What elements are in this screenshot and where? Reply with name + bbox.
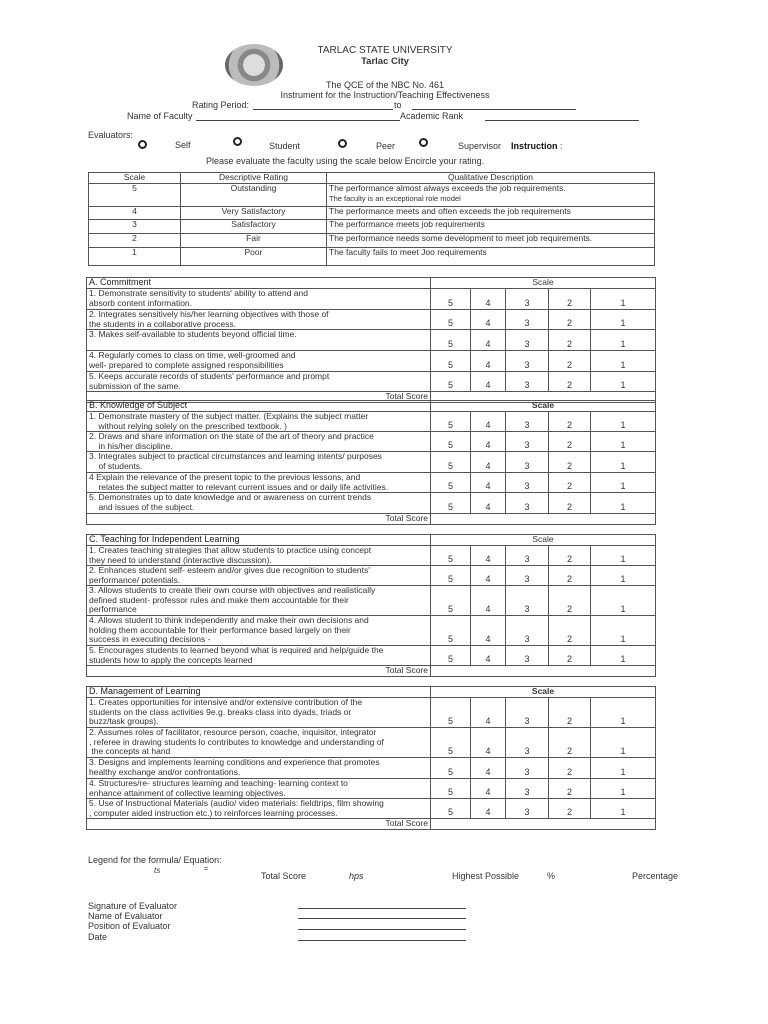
rating-option-3[interactable]: 3 (506, 330, 549, 351)
total-score-row (87, 666, 656, 677)
criterion-text: 3. Integrates subject to practical circumstances and learning intents/ purposes of students. (87, 452, 431, 473)
scale-header-cell: Descriptive Rating (181, 173, 327, 184)
scale-row (89, 248, 655, 266)
qualitative-description (327, 207, 655, 220)
evaluator-student-label: Student (269, 141, 301, 151)
rating-option-4[interactable]: 4 (471, 452, 506, 473)
descriptive-rating: Very Satisfactory (181, 207, 327, 220)
criterion-text: 1. Demonstrate mastery of the subject matter. (Explains the subject matter without relying solely on the prescribed textbook. ) (87, 412, 431, 432)
criterion-text: 3. Allows students to create their own course with objectives and realistically defined student- professor rules and make them accountable for their performance (87, 586, 431, 616)
criterion-row (87, 289, 656, 310)
radio-student[interactable] (233, 137, 242, 146)
rating-option-4[interactable]: 4 (471, 646, 506, 666)
rating-option-4[interactable]: 4 (471, 779, 506, 799)
rating-option-1[interactable]: 1 (591, 646, 656, 666)
rating-option-1[interactable]: 1 (591, 546, 656, 566)
scale-row (89, 207, 655, 220)
scale-label: Scale (431, 687, 656, 698)
rating-option-4[interactable]: 4 (471, 616, 506, 646)
rating-option-3[interactable]: 3 (506, 546, 549, 566)
rating-option-2[interactable]: 2 (549, 493, 591, 514)
scale-value: 4 (89, 207, 181, 220)
rating-option-4[interactable]: 4 (471, 698, 506, 728)
rating-option-4[interactable]: 4 (471, 758, 506, 779)
section-title: D. Management of Learning (87, 687, 431, 698)
rating-option-5[interactable]: 5 (431, 586, 471, 616)
section-table-d (86, 686, 656, 830)
radio-self[interactable] (138, 140, 147, 149)
criterion-row (87, 646, 656, 666)
rating-option-4[interactable]: 4 (471, 412, 506, 432)
rating-option-1[interactable]: 1 (591, 566, 656, 586)
rating-option-3[interactable]: 3 (506, 586, 549, 616)
total-score-field[interactable] (431, 819, 656, 830)
scale-value: 5 (89, 184, 181, 207)
rating-option-5[interactable]: 5 (431, 779, 471, 799)
section-header-row (87, 401, 656, 412)
rating-option-2[interactable]: 2 (549, 799, 591, 819)
descriptive-rating: Fair (181, 234, 327, 248)
date-field[interactable] (298, 940, 466, 941)
criterion-row (87, 432, 656, 452)
rating-option-3[interactable]: 3 (506, 289, 549, 310)
criterion-row (87, 493, 656, 514)
rating-option-5[interactable]: 5 (431, 799, 471, 819)
rating-option-3[interactable]: 3 (506, 779, 549, 799)
section-header-row (87, 687, 656, 698)
section-table-c (86, 534, 656, 677)
criterion-text: 3. Makes self-available to students beyond official time. (87, 330, 431, 351)
qualitative-description (327, 184, 655, 207)
rating-option-5[interactable]: 5 (431, 646, 471, 666)
name-of-faculty-label: Name of Faculty (127, 111, 193, 121)
rating-option-2[interactable]: 2 (549, 372, 591, 392)
rating-option-4[interactable]: 4 (471, 432, 506, 452)
rating-option-3[interactable]: 3 (506, 758, 549, 779)
rating-option-5[interactable]: 5 (431, 351, 471, 372)
rating-option-4[interactable]: 4 (471, 546, 506, 566)
scale-value: 2 (89, 234, 181, 248)
rating-option-1[interactable]: 1 (591, 799, 656, 819)
criterion-row (87, 616, 656, 646)
rating-option-1[interactable]: 1 (591, 698, 656, 728)
rating-option-1[interactable]: 1 (591, 452, 656, 473)
qualitative-description (327, 234, 655, 248)
rating-option-1[interactable]: 1 (591, 779, 656, 799)
rating-option-4[interactable]: 4 (471, 289, 506, 310)
city: Tarlac City (361, 56, 409, 67)
criterion-text: 1. Creates opportunities for intensive and/or extensive contribution of the students on the class activities 9e.g. breaks class into dyads, triads or buzz/task groups). (87, 698, 431, 728)
rating-option-5[interactable]: 5 (431, 698, 471, 728)
evaluator-supervisor-label: Supervisor (458, 141, 502, 151)
rating-option-1[interactable]: 1 (591, 412, 656, 432)
rating-option-3[interactable]: 3 (506, 698, 549, 728)
scale-row (89, 184, 655, 207)
criterion-row (87, 799, 656, 819)
legend-equals: = (204, 866, 209, 873)
criterion-text: 5. Demonstrates up to date knowledge and or awareness on current trends and issues of the subject. (87, 493, 431, 514)
criterion-row (87, 566, 656, 586)
section-title: A. Commitment (87, 278, 431, 289)
section-table-b (86, 400, 656, 525)
rating-option-5[interactable]: 5 (431, 330, 471, 351)
name-of-faculty-field[interactable] (196, 120, 400, 121)
scale-label: Scale (431, 278, 656, 289)
criterion-row (87, 351, 656, 372)
section-table-a (86, 277, 656, 403)
criterion-row (87, 473, 656, 493)
rating-option-2[interactable]: 2 (549, 728, 591, 758)
rating-option-4[interactable]: 4 (471, 493, 506, 514)
qce-number: The QCE of the NBC No. 461 (325, 80, 445, 90)
rating-option-1[interactable]: 1 (591, 473, 656, 493)
total-score-row (87, 819, 656, 830)
criterion-text: 1. Demonstrate sensitivity to students' ability to attend and absorb content information. (87, 289, 431, 310)
criterion-text: 4. Regularly comes to class on time, well-groomed and well- prepared to complete assigned responsibilities (87, 351, 431, 372)
qualitative-description (327, 248, 655, 266)
rating-option-2[interactable]: 2 (549, 546, 591, 566)
rating-option-2[interactable]: 2 (549, 586, 591, 616)
rating-scale-table (88, 172, 655, 266)
qualitative-description-text: The faculty fails to meet Joo requirements (329, 247, 487, 257)
rating-option-2[interactable]: 2 (549, 473, 591, 493)
rating-option-3[interactable]: 3 (506, 799, 549, 819)
instruction-colon: : (560, 141, 563, 151)
rating-option-2[interactable]: 2 (549, 698, 591, 728)
rating-option-3[interactable]: 3 (506, 728, 549, 758)
section-title: B. Knowledge of Subject (87, 401, 431, 412)
criterion-row (87, 698, 656, 728)
rating-option-4[interactable]: 4 (471, 586, 506, 616)
rating-option-2[interactable]: 2 (549, 289, 591, 310)
rating-option-1[interactable]: 1 (591, 586, 656, 616)
legend-highest-possible: Highest Possible (452, 871, 520, 881)
rating-option-3[interactable]: 3 (506, 310, 549, 330)
rating-option-3[interactable]: 3 (506, 351, 549, 372)
radio-peer[interactable] (338, 139, 347, 148)
total-score-label: Total Score (87, 819, 431, 830)
rating-option-5[interactable]: 5 (431, 452, 471, 473)
legend-title: Legend for the formula/ Equation: (88, 855, 222, 865)
qualitative-description (327, 220, 655, 234)
criterion-row (87, 372, 656, 392)
scale-value: 3 (89, 220, 181, 234)
rating-option-1[interactable]: 1 (591, 493, 656, 514)
evaluator-self-label: Self (175, 140, 191, 150)
rating-option-3[interactable]: 3 (506, 493, 549, 514)
evaluator-position-field[interactable] (298, 929, 466, 930)
evaluator-peer-label: Peer (376, 141, 396, 151)
rating-option-5[interactable]: 5 (431, 546, 471, 566)
legend-percent-symbol: % (547, 871, 556, 881)
academic-rank-label: Academic Rank (400, 111, 464, 121)
rating-option-3[interactable]: 3 (506, 646, 549, 666)
rating-option-5[interactable]: 5 (431, 432, 471, 452)
rating-option-5[interactable]: 5 (431, 493, 471, 514)
criterion-row (87, 412, 656, 432)
legend-total-score: Total Score (261, 871, 307, 881)
rating-option-1[interactable]: 1 (591, 728, 656, 758)
scale-label: Scale (431, 535, 656, 546)
radio-supervisor[interactable] (419, 138, 428, 147)
rating-option-2[interactable]: 2 (549, 351, 591, 372)
rating-option-4[interactable]: 4 (471, 310, 506, 330)
rating-option-2[interactable]: 2 (549, 616, 591, 646)
criterion-row (87, 330, 656, 351)
rating-option-5[interactable]: 5 (431, 412, 471, 432)
signature-field[interactable] (298, 908, 466, 909)
total-score-label: Total Score (87, 666, 431, 677)
academic-rank-field[interactable] (485, 120, 639, 121)
evaluator-name-label: Name of Evaluator (88, 911, 163, 921)
qualitative-description-text: The performance almost always exceeds the job requirements. (329, 183, 566, 193)
scale-header-cell: Qualitative Description (327, 173, 655, 184)
total-score-field[interactable] (431, 666, 656, 677)
criterion-row (87, 728, 656, 758)
descriptive-rating: Outstanding (181, 184, 327, 207)
criterion-text: 5. Keeps accurate records of students' performance and prompt submission of the same. (87, 372, 431, 392)
rating-option-2[interactable]: 2 (549, 779, 591, 799)
total-score-label: Total Score (87, 392, 431, 403)
section-header-row (87, 278, 656, 289)
criterion-row (87, 310, 656, 330)
rating-option-3[interactable]: 3 (506, 566, 549, 586)
descriptive-rating: Satisfactory (181, 220, 327, 234)
rating-option-2[interactable]: 2 (549, 432, 591, 452)
instrument-title: Instrument for the Instruction/Teaching Effectiveness (280, 90, 490, 100)
rating-option-3[interactable]: 3 (506, 432, 549, 452)
rating-option-1[interactable]: 1 (591, 351, 656, 372)
rating-option-1[interactable]: 1 (591, 432, 656, 452)
rating-option-5[interactable]: 5 (431, 372, 471, 392)
rating-option-4[interactable]: 4 (471, 351, 506, 372)
descriptive-rating: Poor (181, 248, 327, 266)
evaluator-position-label: Position of Evaluator (88, 921, 171, 931)
criterion-row (87, 546, 656, 566)
criterion-text: 3. Designs and implements learning conditions and experience that promotes healthy exchange and/or confrontations. (87, 758, 431, 779)
rating-option-2[interactable]: 2 (549, 330, 591, 351)
legend-ts: ts (154, 866, 161, 875)
rating-period-from-field[interactable] (253, 109, 393, 110)
rating-option-3[interactable]: 3 (506, 372, 549, 392)
rating-option-4[interactable]: 4 (471, 473, 506, 493)
rating-option-5[interactable]: 5 (431, 566, 471, 586)
legend-hps: hps (349, 871, 364, 881)
rating-period-label: Rating Period: (192, 100, 250, 110)
rating-option-3[interactable]: 3 (506, 452, 549, 473)
total-score-row (87, 514, 656, 525)
rating-option-1[interactable]: 1 (591, 758, 656, 779)
rating-option-5[interactable]: 5 (431, 616, 471, 646)
instruction-text: Please evaluate the faculty using the scale below Encircle your rating. (206, 156, 485, 166)
university-name: TARLAC STATE UNIVERSITY (317, 45, 453, 56)
rating-option-4[interactable]: 4 (471, 566, 506, 586)
scale-row (89, 234, 655, 248)
criterion-row (87, 452, 656, 473)
rating-option-5[interactable]: 5 (431, 310, 471, 330)
rating-period-to-label: to (394, 100, 402, 110)
evaluator-name-field[interactable] (298, 918, 466, 919)
scale-header-row (89, 173, 655, 184)
rating-option-1[interactable]: 1 (591, 289, 656, 310)
criterion-text: 4. Allows student to think independently and make their own decisions and holding them accountable for their performance based largely on their success in executing decisions - (87, 616, 431, 646)
rating-option-2[interactable]: 2 (549, 452, 591, 473)
legend-percentage: Percentage (632, 871, 679, 881)
rating-option-3[interactable]: 3 (506, 473, 549, 493)
evaluators-label: Evaluators: (88, 130, 134, 140)
criterion-text: 5. Encourages students to learned beyond what is required and help/guide the students how to apply the concepts learned (87, 646, 431, 666)
rating-option-4[interactable]: 4 (471, 330, 506, 351)
section-header-row (87, 535, 656, 546)
rating-option-4[interactable]: 4 (471, 372, 506, 392)
rating-option-5[interactable]: 5 (431, 758, 471, 779)
rating-option-5[interactable]: 5 (431, 473, 471, 493)
criterion-text: 2. Assumes roles of facilitator, resource person, coache, inquisitor, integrator , referee in drawing students lo contributes to knowledge and understanding of the concepts at hand (87, 728, 431, 758)
rating-option-1[interactable]: 1 (591, 330, 656, 351)
rating-option-3[interactable]: 3 (506, 412, 549, 432)
rating-option-1[interactable]: 1 (591, 310, 656, 330)
criterion-row (87, 586, 656, 616)
scale-label: Scale (431, 401, 656, 412)
rating-option-1[interactable]: 1 (591, 372, 656, 392)
criterion-text: 2. Enhances student self- esteem and/or gives due recognition to students' performance/ potentials. (87, 566, 431, 586)
rating-option-2[interactable]: 2 (549, 566, 591, 586)
rating-period-to-field[interactable] (412, 109, 576, 110)
criterion-row (87, 779, 656, 799)
qualitative-description-text: The performance needs some development to meet job requirements. (329, 233, 593, 243)
rating-option-1[interactable]: 1 (591, 616, 656, 646)
criterion-text: 2. Integrates sensitively his/her learning objectives with those of the students in a collaborative process. (87, 310, 431, 330)
scale-value: 1 (89, 248, 181, 266)
rating-option-2[interactable]: 2 (549, 412, 591, 432)
criterion-text: 1. Creates teaching strategies that allow students to practice using concept they need to understand (interactive discussion). (87, 546, 431, 566)
total-score-field[interactable] (431, 514, 656, 525)
section-title: C. Teaching for Independent Learning (87, 535, 431, 546)
rating-option-3[interactable]: 3 (506, 616, 549, 646)
scale-row (89, 220, 655, 234)
rating-option-5[interactable]: 5 (431, 728, 471, 758)
signature-label: Signature of Evaluator (88, 901, 178, 911)
criterion-text: 4 Explain the relevance of the present topic to the previous lessons, and relates the subject matter to relevant current issues and or daily life activities. (87, 473, 431, 493)
criterion-text: 5. Use of Instructional Materials (audio/ video materials: fieldtrips, film showing , computer aided instruction etc.) to reinforces learning processes. (87, 799, 431, 819)
criterion-text: 2. Draws and share information on the state of the art of theory and practice in his/her discipline. (87, 432, 431, 452)
rating-option-2[interactable]: 2 (549, 646, 591, 666)
qualitative-description-note: The faculty is an exceptional role model (329, 193, 461, 203)
instruction-label: Instruction (511, 141, 558, 151)
qualitative-description-text: The performance meets and often exceeds the job requirements (329, 206, 571, 216)
date-label: Date (88, 932, 108, 942)
rating-option-2[interactable]: 2 (549, 310, 591, 330)
qualitative-description-text: The performance meets job requirements (329, 219, 485, 229)
criterion-text: 4. Structures/re- structures learning and teaching- learning context to enhance attainment of collective learning objectives. (87, 779, 431, 799)
scale-header-cell: Scale (89, 173, 181, 184)
rating-option-2[interactable]: 2 (549, 758, 591, 779)
criterion-row (87, 758, 656, 779)
rating-option-5[interactable]: 5 (431, 289, 471, 310)
rating-option-4[interactable]: 4 (471, 799, 506, 819)
rating-option-4[interactable]: 4 (471, 728, 506, 758)
total-score-label: Total Score (87, 514, 431, 525)
